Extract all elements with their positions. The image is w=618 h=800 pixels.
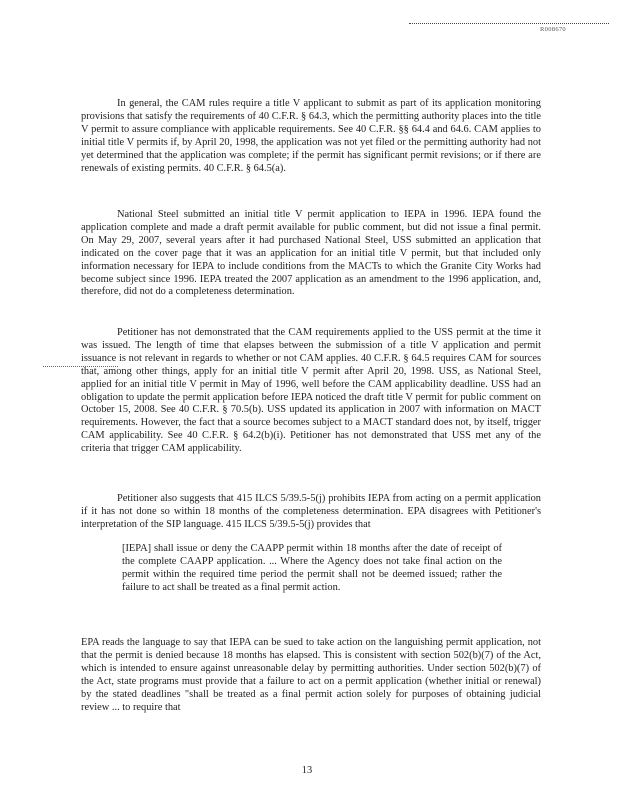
paragraph-petitioner-suggests [81,493,541,532]
bates-number: R008670 [540,26,566,33]
paragraph-epa-reads [81,637,541,714]
page-number: 13 [301,765,313,776]
paragraph-text: National Steel submitted an initial title V permit application to IEPA in 1996. IEPA found the application complete and made a draft permit available for public comment, but did not issue a final permit. On May 29, 2007, several years after it had purchased National Steel, USS submitted an application that indicated on the cover page that it was an application for an initial title V permit, but that included only information necessary for IEPA to include conditions from the MACTs to which the Granite City Works had become subject since 1996. IEPA treated the 2007 application as an amendment to the 1996 application, and, therefore, did not do a completeness determination. [81,209,541,298]
paragraph-petitioner-cam [81,327,541,456]
paragraph-text: Petitioner has not demonstrated that the CAM requirements applied to the USS permit at the time it was issued. The length of time that elapses between the submission of a title V application and permit issuance is not relevant in regards to whether or not CAM applies. 40 C.F.R. § 64.5 requires CAM for sources that, among other things, apply for an initial title V permit after April 20, 1998. USS, as National Steel, applied for an initial title V permit in May of 1996, well before the CAM applicability deadline. USS had an obligation to update the permit application before IEPA noticed the draft title V permit for public comment on October 15, 2008. See 40 C.F.R. § 70.5(b). USS updated its application in 2007 with information on MACT requirements. However, the fact that a source becomes subject to a MACT standard does not, by itself, trigger CAM applicability. See 40 C.F.R. § 64.2(b)(i). Petitioner has not demonstrated that USS met any of the criteria that trigger CAM applicability. [81,327,541,455]
block-quote: [IEPA] shall issue or deny the CAAPP permit within 18 months after the date of receipt of the complete CAAPP application. ... Where the Agency does not take final action on the permit within the required time period the permit shall not be deemed issued; rather the failure to act shall be treated as a final permit action. [122,543,502,593]
paragraph-text: EPA reads the language to say that IEPA can be sued to take action on the languishing permit application, not that the permit is denied because 18 months has elapsed. This is consistent with section 502(b)(7) of the Act, which is intended to ensure against unreasonable delay by permitting authorities. Under section 502(b)(7) of the Act, state programs must provide that a failure to act on a permit application (whether initial or renewal) by the stated deadlines "shall be treated as a final permit action solely for purposes of obtaining judicial review ... to require that [81,637,541,713]
paragraph-cam-rules [81,98,541,175]
paragraph-text: In general, the CAM rules require a title V applicant to submit as part of its application monitoring provisions that satisfy the requirements of 40 C.F.R. § 64.3, which the permitting authority places into the title V permit to assure compliance with applicable requirements. See 40 C.F.R. §§ 64.4 and 64.6. CAM applies to initial title V permits if, by April 20, 1998, the application was not yet filed or the permitting authority had not yet determined that the application was complete; if the permit has significant permit revisions; or if there are renewals of existing permits. 40 C.F.R. § 64.5(a). [81,98,541,174]
paragraph-text: Petitioner also suggests that 415 ILCS 5/39.5-5(j) prohibits IEPA from acting on a permit application if it has not done so within 18 months of the completeness determination. EPA disagrees with Petitioner's interpretation of the SIP language. 415 ILCS 5/39.5-5(j) provides that [81,493,541,530]
paragraph-national-steel [81,209,541,299]
header-rule [409,23,609,24]
